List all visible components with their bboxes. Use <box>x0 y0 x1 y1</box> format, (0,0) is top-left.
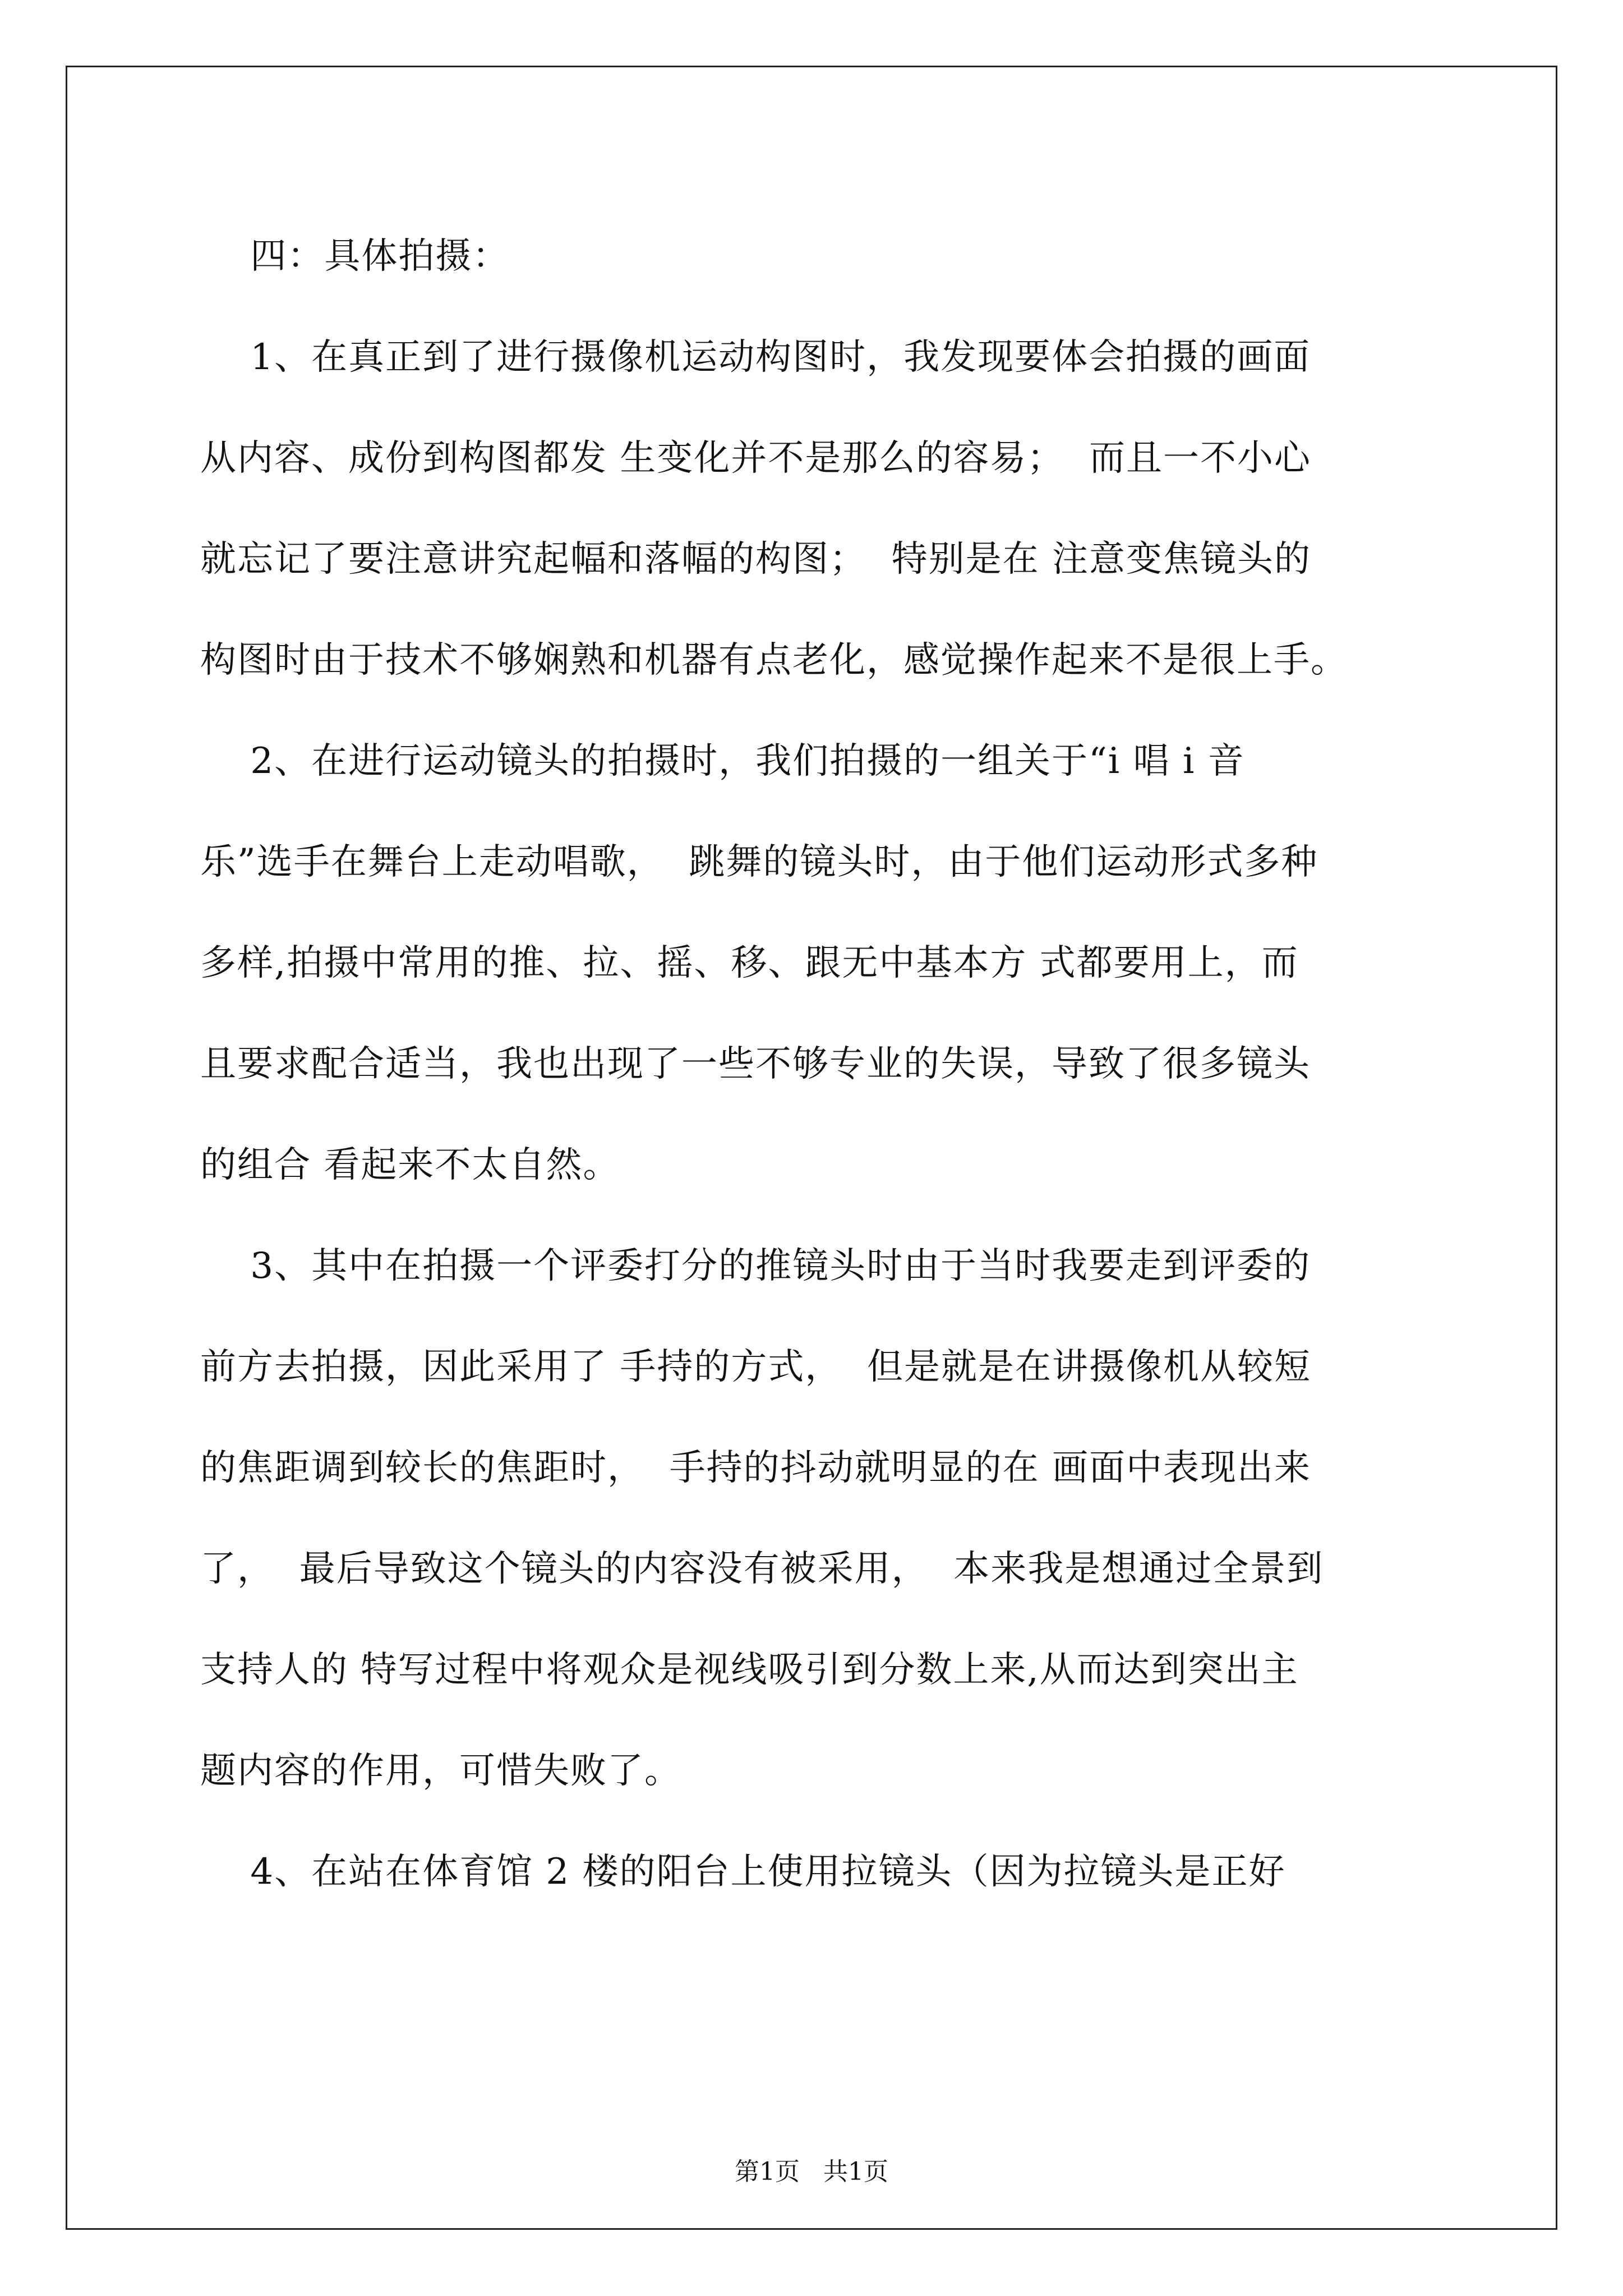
paragraph-line: 构图时由于技术不够娴熟和机器有点老化，感觉操作起来不是很上手。 <box>200 639 1348 681</box>
paragraph-line: 前方去拍摄，因此采用了 手持的方式， 但是就是在讲摄像机从较短 <box>200 1346 1312 1388</box>
paragraph-line: 题内容的作用，可惜失败了。 <box>200 1750 681 1792</box>
paragraph-line: 从内容、成份到构图都发 生变化并不是那么的容易； 而且一不小心 <box>200 438 1312 479</box>
paragraph-line: 的组合 看起来不太自然。 <box>200 1144 620 1186</box>
paragraph-line: 的焦距调到较长的焦距时， 手持的抖动就明显的在 画面中表现出来 <box>200 1447 1312 1489</box>
paragraph-line: 支持人的 特写过程中将观众是视线吸引到分数上来,从而达到突出主 <box>200 1649 1299 1691</box>
paragraph-line: 就忘记了要注意讲究起幅和落幅的构图； 特别是在 注意变焦镜头的 <box>200 539 1312 580</box>
paragraph-line: 多样,拍摄中常用的推、拉、摇、移、跟无中基本方 式都要用上，而 <box>200 942 1299 984</box>
paragraph-line: 且要求配合适当，我也出现了一些不够专业的失误，导致了很多镜头 <box>200 1043 1311 1085</box>
paragraph-line: 2、在进行运动镜头的拍摄时，我们拍摄的一组关于“i 唱 i 音 <box>200 740 1245 782</box>
paragraph-line: 4、在站在体育馆 2 楼的阳台上使用拉镜头（因为拉镜头是正好 <box>200 1851 1286 1893</box>
paragraph-line: 1、在真正到了进行摄像机运动构图时，我发现要体会拍摄的画面 <box>200 337 1311 378</box>
paragraph-line: 乐”选手在舞台上走动唱歌， 跳舞的镜头时，由于他们运动形式多种 <box>200 841 1318 883</box>
page-number-footer: 第1页 共1页 <box>735 2157 888 2186</box>
section-heading: 四：具体拍摄： <box>200 236 510 277</box>
paragraph-line: 3、其中在拍摄一个评委打分的推镜头时由于当时我要走到评委的 <box>200 1245 1311 1287</box>
paragraph-line: 了， 最后导致这个镜头的内容没有被采用， 本来我是想通过全景到 <box>200 1548 1324 1590</box>
